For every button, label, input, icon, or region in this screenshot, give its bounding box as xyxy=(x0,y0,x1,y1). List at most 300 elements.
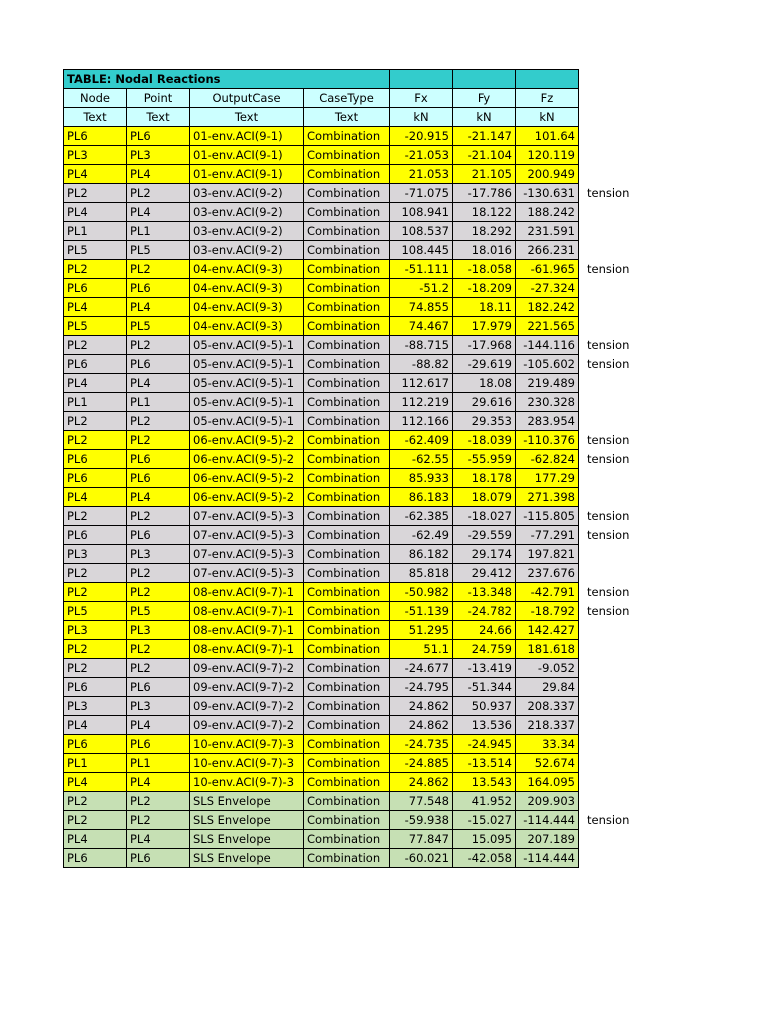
point-cell: PL4 xyxy=(127,298,190,317)
point-cell: PL5 xyxy=(127,241,190,260)
case-type-cell: Combination xyxy=(304,811,390,830)
fx-cell: 108.941 xyxy=(390,203,453,222)
output-case-cell: 07-env.ACI(9-5)-3 xyxy=(190,545,304,564)
fz-cell: -114.444 xyxy=(516,849,579,868)
fy-cell: 18.11 xyxy=(453,298,516,317)
node-cell: PL4 xyxy=(64,298,127,317)
column-header-row xyxy=(64,89,659,108)
output-case-cell: 01-env.ACI(9-1) xyxy=(190,127,304,146)
title-cell-fx xyxy=(390,70,453,89)
output-case-cell: 05-env.ACI(9-5)-1 xyxy=(190,336,304,355)
table-row xyxy=(64,602,659,621)
fx-cell: -24.735 xyxy=(390,735,453,754)
note-cell xyxy=(579,279,659,298)
fy-cell: -21.104 xyxy=(453,146,516,165)
fy-cell: 18.079 xyxy=(453,488,516,507)
fy-cell: 13.536 xyxy=(453,716,516,735)
fx-cell: 21.053 xyxy=(390,165,453,184)
note-cell xyxy=(579,469,659,488)
fy-cell: 24.66 xyxy=(453,621,516,640)
fz-cell: 200.949 xyxy=(516,165,579,184)
node-cell: PL2 xyxy=(64,336,127,355)
fy-cell: -51.344 xyxy=(453,678,516,697)
fz-cell: 33.34 xyxy=(516,735,579,754)
note-cell xyxy=(579,754,659,773)
case-type-cell: Combination xyxy=(304,469,390,488)
node-cell: PL1 xyxy=(64,222,127,241)
node-cell: PL6 xyxy=(64,678,127,697)
node-cell: PL2 xyxy=(64,811,127,830)
note-cell xyxy=(579,298,659,317)
table-row xyxy=(64,678,659,697)
fy-cell: -18.058 xyxy=(453,260,516,279)
point-cell: PL6 xyxy=(127,526,190,545)
fx-cell: 24.862 xyxy=(390,716,453,735)
output-case-cell: 06-env.ACI(9-5)-2 xyxy=(190,431,304,450)
case-type-cell: Combination xyxy=(304,564,390,583)
point-cell: PL4 xyxy=(127,716,190,735)
fz-cell: 219.489 xyxy=(516,374,579,393)
fx-cell: 112.617 xyxy=(390,374,453,393)
point-cell: PL1 xyxy=(127,754,190,773)
output-case-cell: 10-env.ACI(9-7)-3 xyxy=(190,754,304,773)
output-case-cell: 07-env.ACI(9-5)-3 xyxy=(190,507,304,526)
note-cell xyxy=(579,203,659,222)
output-case-cell: 01-env.ACI(9-1) xyxy=(190,146,304,165)
table-row xyxy=(64,165,659,184)
note-cell: tension xyxy=(579,336,659,355)
node-cell: PL2 xyxy=(64,659,127,678)
fy-cell: 29.353 xyxy=(453,412,516,431)
table-row xyxy=(64,393,659,412)
fx-cell: 24.862 xyxy=(390,697,453,716)
point-cell: PL6 xyxy=(127,127,190,146)
point-cell: PL2 xyxy=(127,792,190,811)
case-type-cell: Combination xyxy=(304,488,390,507)
node-cell: PL4 xyxy=(64,203,127,222)
fy-cell: 29.616 xyxy=(453,393,516,412)
case-type-cell: Combination xyxy=(304,127,390,146)
node-cell: PL4 xyxy=(64,165,127,184)
output-case-cell: SLS Envelope xyxy=(190,849,304,868)
table-row xyxy=(64,754,659,773)
column-header: Point xyxy=(127,89,190,108)
unit-cell: kN xyxy=(390,108,453,127)
fy-cell: -18.209 xyxy=(453,279,516,298)
point-cell: PL6 xyxy=(127,355,190,374)
node-cell: PL3 xyxy=(64,621,127,640)
fy-cell: -42.058 xyxy=(453,849,516,868)
fy-cell: -13.419 xyxy=(453,659,516,678)
case-type-cell: Combination xyxy=(304,754,390,773)
output-case-cell: 08-env.ACI(9-7)-1 xyxy=(190,583,304,602)
note-cell xyxy=(579,146,659,165)
fx-cell: 51.295 xyxy=(390,621,453,640)
point-cell: PL2 xyxy=(127,507,190,526)
point-cell: PL2 xyxy=(127,811,190,830)
output-case-cell: 08-env.ACI(9-7)-1 xyxy=(190,640,304,659)
fz-cell: -110.376 xyxy=(516,431,579,450)
fy-cell: 18.178 xyxy=(453,469,516,488)
fz-cell: 208.337 xyxy=(516,697,579,716)
note-cell: tension xyxy=(579,602,659,621)
fx-cell: 85.933 xyxy=(390,469,453,488)
point-cell: PL2 xyxy=(127,412,190,431)
case-type-cell: Combination xyxy=(304,203,390,222)
node-cell: PL6 xyxy=(64,450,127,469)
column-header: Fz xyxy=(516,89,579,108)
case-type-cell: Combination xyxy=(304,355,390,374)
case-type-cell: Combination xyxy=(304,165,390,184)
table-row xyxy=(64,374,659,393)
node-cell: PL5 xyxy=(64,602,127,621)
fy-cell: 21.105 xyxy=(453,165,516,184)
node-cell: PL2 xyxy=(64,564,127,583)
point-cell: PL4 xyxy=(127,488,190,507)
fy-cell: 18.292 xyxy=(453,222,516,241)
nodal-reactions-table xyxy=(63,69,659,868)
fz-cell: 120.119 xyxy=(516,146,579,165)
output-case-cell: 08-env.ACI(9-7)-1 xyxy=(190,602,304,621)
table-row xyxy=(64,336,659,355)
fz-cell: -42.791 xyxy=(516,583,579,602)
case-type-cell: Combination xyxy=(304,697,390,716)
table-row xyxy=(64,260,659,279)
fx-cell: 77.847 xyxy=(390,830,453,849)
column-header: Fx xyxy=(390,89,453,108)
note-cell xyxy=(579,621,659,640)
fz-cell: 271.398 xyxy=(516,488,579,507)
fx-cell: 86.182 xyxy=(390,545,453,564)
table-row xyxy=(64,146,659,165)
output-case-cell: SLS Envelope xyxy=(190,830,304,849)
note-cell: tension xyxy=(579,583,659,602)
table-row xyxy=(64,773,659,792)
node-cell: PL2 xyxy=(64,184,127,203)
case-type-cell: Combination xyxy=(304,507,390,526)
fy-cell: -17.968 xyxy=(453,336,516,355)
table-row xyxy=(64,469,659,488)
fz-cell: 283.954 xyxy=(516,412,579,431)
case-type-cell: Combination xyxy=(304,241,390,260)
unit-cell: Text xyxy=(190,108,304,127)
case-type-cell: Combination xyxy=(304,678,390,697)
point-cell: PL2 xyxy=(127,336,190,355)
output-case-cell: 04-env.ACI(9-3) xyxy=(190,279,304,298)
table-row xyxy=(64,203,659,222)
note-cell xyxy=(579,545,659,564)
fz-cell: 164.095 xyxy=(516,773,579,792)
case-type-cell: Combination xyxy=(304,412,390,431)
output-case-cell: 09-env.ACI(9-7)-2 xyxy=(190,678,304,697)
node-cell: PL5 xyxy=(64,317,127,336)
node-cell: PL5 xyxy=(64,241,127,260)
case-type-cell: Combination xyxy=(304,298,390,317)
note-cell xyxy=(579,849,659,868)
fx-cell: -59.938 xyxy=(390,811,453,830)
fx-cell: 108.445 xyxy=(390,241,453,260)
point-cell: PL2 xyxy=(127,659,190,678)
table-row xyxy=(64,792,659,811)
node-cell: PL4 xyxy=(64,488,127,507)
fx-cell: 74.855 xyxy=(390,298,453,317)
fy-cell: -55.959 xyxy=(453,450,516,469)
case-type-cell: Combination xyxy=(304,659,390,678)
point-cell: PL1 xyxy=(127,393,190,412)
fz-cell: 231.591 xyxy=(516,222,579,241)
node-cell: PL6 xyxy=(64,279,127,298)
case-type-cell: Combination xyxy=(304,431,390,450)
output-case-cell: 03-env.ACI(9-2) xyxy=(190,222,304,241)
table-row xyxy=(64,317,659,336)
point-cell: PL5 xyxy=(127,602,190,621)
output-case-cell: 10-env.ACI(9-7)-3 xyxy=(190,735,304,754)
note-cell xyxy=(579,127,659,146)
case-type-cell: Combination xyxy=(304,621,390,640)
output-case-cell: 03-env.ACI(9-2) xyxy=(190,184,304,203)
table-row xyxy=(64,659,659,678)
fy-cell: -29.559 xyxy=(453,526,516,545)
fx-cell: -24.885 xyxy=(390,754,453,773)
note-cell xyxy=(579,317,659,336)
output-case-cell: 05-env.ACI(9-5)-1 xyxy=(190,355,304,374)
output-case-cell: 07-env.ACI(9-5)-3 xyxy=(190,526,304,545)
output-case-cell: 04-env.ACI(9-3) xyxy=(190,317,304,336)
units-row xyxy=(64,108,659,127)
point-cell: PL2 xyxy=(127,564,190,583)
note-cell xyxy=(579,374,659,393)
fy-cell: -18.039 xyxy=(453,431,516,450)
fx-cell: -50.982 xyxy=(390,583,453,602)
node-cell: PL4 xyxy=(64,716,127,735)
case-type-cell: Combination xyxy=(304,716,390,735)
fx-cell: -51.2 xyxy=(390,279,453,298)
fz-cell: 181.618 xyxy=(516,640,579,659)
note-cell xyxy=(579,792,659,811)
table-row xyxy=(64,545,659,564)
case-type-cell: Combination xyxy=(304,849,390,868)
table-row xyxy=(64,507,659,526)
table-row xyxy=(64,735,659,754)
output-case-cell: 06-env.ACI(9-5)-2 xyxy=(190,488,304,507)
note-cell xyxy=(579,697,659,716)
point-cell: PL6 xyxy=(127,279,190,298)
table-row xyxy=(64,716,659,735)
output-case-cell: 03-env.ACI(9-2) xyxy=(190,203,304,222)
case-type-cell: Combination xyxy=(304,374,390,393)
node-cell: PL6 xyxy=(64,469,127,488)
case-type-cell: Combination xyxy=(304,222,390,241)
note-cell: tension xyxy=(579,450,659,469)
fx-cell: -62.55 xyxy=(390,450,453,469)
output-case-cell: 04-env.ACI(9-3) xyxy=(190,260,304,279)
table-row xyxy=(64,830,659,849)
fy-cell: 29.412 xyxy=(453,564,516,583)
node-cell: PL1 xyxy=(64,393,127,412)
output-case-cell: 06-env.ACI(9-5)-2 xyxy=(190,469,304,488)
fy-cell: -13.348 xyxy=(453,583,516,602)
node-cell: PL6 xyxy=(64,526,127,545)
fy-cell: -21.147 xyxy=(453,127,516,146)
table-row xyxy=(64,564,659,583)
point-cell: PL6 xyxy=(127,678,190,697)
note-cell xyxy=(579,659,659,678)
fy-cell: 50.937 xyxy=(453,697,516,716)
fy-cell: -13.514 xyxy=(453,754,516,773)
fy-cell: 29.174 xyxy=(453,545,516,564)
case-type-cell: Combination xyxy=(304,393,390,412)
fx-cell: -21.053 xyxy=(390,146,453,165)
table-row xyxy=(64,127,659,146)
fx-cell: -62.49 xyxy=(390,526,453,545)
node-cell: PL4 xyxy=(64,830,127,849)
table-row xyxy=(64,355,659,374)
note-cell xyxy=(579,716,659,735)
fz-cell: 188.242 xyxy=(516,203,579,222)
output-case-cell: 03-env.ACI(9-2) xyxy=(190,241,304,260)
case-type-cell: Combination xyxy=(304,583,390,602)
note-cell: tension xyxy=(579,811,659,830)
table-row xyxy=(64,697,659,716)
fy-cell: -24.782 xyxy=(453,602,516,621)
point-cell: PL4 xyxy=(127,203,190,222)
node-cell: PL6 xyxy=(64,735,127,754)
case-type-cell: Combination xyxy=(304,830,390,849)
fz-cell: 182.242 xyxy=(516,298,579,317)
node-cell: PL2 xyxy=(64,583,127,602)
point-cell: PL6 xyxy=(127,735,190,754)
note-cell xyxy=(579,640,659,659)
note-cell xyxy=(579,564,659,583)
case-type-cell: Combination xyxy=(304,773,390,792)
fx-cell: 86.183 xyxy=(390,488,453,507)
point-cell: PL6 xyxy=(127,469,190,488)
fz-cell: -130.631 xyxy=(516,184,579,203)
output-case-cell: 06-env.ACI(9-5)-2 xyxy=(190,450,304,469)
output-case-cell: 05-env.ACI(9-5)-1 xyxy=(190,374,304,393)
fz-cell: 230.328 xyxy=(516,393,579,412)
output-case-cell: 09-env.ACI(9-7)-2 xyxy=(190,659,304,678)
column-header: Fy xyxy=(453,89,516,108)
node-cell: PL2 xyxy=(64,412,127,431)
node-cell: PL1 xyxy=(64,754,127,773)
fz-cell: -61.965 xyxy=(516,260,579,279)
table-row xyxy=(64,583,659,602)
table-row xyxy=(64,298,659,317)
fz-cell: -18.792 xyxy=(516,602,579,621)
node-cell: PL2 xyxy=(64,507,127,526)
case-type-cell: Combination xyxy=(304,792,390,811)
fy-cell: 17.979 xyxy=(453,317,516,336)
point-cell: PL1 xyxy=(127,222,190,241)
output-case-cell: 01-env.ACI(9-1) xyxy=(190,165,304,184)
fx-cell: -62.409 xyxy=(390,431,453,450)
table-row xyxy=(64,279,659,298)
fy-cell: -15.027 xyxy=(453,811,516,830)
point-cell: PL4 xyxy=(127,374,190,393)
table-row xyxy=(64,526,659,545)
unit-cell: Text xyxy=(304,108,390,127)
fx-cell: -51.111 xyxy=(390,260,453,279)
point-cell: PL4 xyxy=(127,830,190,849)
case-type-cell: Combination xyxy=(304,184,390,203)
fx-cell: -71.075 xyxy=(390,184,453,203)
fy-cell: 13.543 xyxy=(453,773,516,792)
point-cell: PL3 xyxy=(127,621,190,640)
fx-cell: -88.82 xyxy=(390,355,453,374)
fz-cell: -114.444 xyxy=(516,811,579,830)
fz-cell: 207.189 xyxy=(516,830,579,849)
unit-cell: Text xyxy=(127,108,190,127)
case-type-cell: Combination xyxy=(304,526,390,545)
fx-cell: -88.715 xyxy=(390,336,453,355)
note-cell: tension xyxy=(579,184,659,203)
case-type-cell: Combination xyxy=(304,146,390,165)
title-cell-fy xyxy=(453,70,516,89)
note-cell xyxy=(579,412,659,431)
table-row xyxy=(64,184,659,203)
fz-cell: -77.291 xyxy=(516,526,579,545)
fz-cell: 209.903 xyxy=(516,792,579,811)
fz-cell: -27.324 xyxy=(516,279,579,298)
table-row xyxy=(64,488,659,507)
fy-cell: 15.095 xyxy=(453,830,516,849)
case-type-cell: Combination xyxy=(304,317,390,336)
point-cell: PL2 xyxy=(127,184,190,203)
fy-cell: -17.786 xyxy=(453,184,516,203)
fx-cell: -60.021 xyxy=(390,849,453,868)
output-case-cell: 04-env.ACI(9-3) xyxy=(190,298,304,317)
column-header: CaseType xyxy=(304,89,390,108)
node-cell: PL2 xyxy=(64,431,127,450)
unit-cell: kN xyxy=(516,108,579,127)
table-row xyxy=(64,640,659,659)
output-case-cell: SLS Envelope xyxy=(190,811,304,830)
fx-cell: -24.795 xyxy=(390,678,453,697)
note-cell xyxy=(579,165,659,184)
fz-cell: 101.64 xyxy=(516,127,579,146)
fx-cell: 77.548 xyxy=(390,792,453,811)
note-cell xyxy=(579,222,659,241)
table-row xyxy=(64,811,659,830)
point-cell: PL6 xyxy=(127,450,190,469)
note-cell xyxy=(579,241,659,260)
fx-cell: 24.862 xyxy=(390,773,453,792)
table-row xyxy=(64,241,659,260)
table-row xyxy=(64,412,659,431)
point-cell: PL3 xyxy=(127,146,190,165)
fz-cell: 52.674 xyxy=(516,754,579,773)
note-cell xyxy=(579,735,659,754)
node-cell: PL4 xyxy=(64,773,127,792)
table-row xyxy=(64,450,659,469)
fz-cell: -62.824 xyxy=(516,450,579,469)
fz-cell: 29.84 xyxy=(516,678,579,697)
case-type-cell: Combination xyxy=(304,260,390,279)
note-cell xyxy=(579,393,659,412)
output-case-cell: SLS Envelope xyxy=(190,792,304,811)
case-type-cell: Combination xyxy=(304,735,390,754)
fx-cell: 51.1 xyxy=(390,640,453,659)
node-cell: PL3 xyxy=(64,146,127,165)
point-cell: PL4 xyxy=(127,773,190,792)
table-row xyxy=(64,849,659,868)
point-cell: PL5 xyxy=(127,317,190,336)
fz-cell: -105.602 xyxy=(516,355,579,374)
output-case-cell: 09-env.ACI(9-7)-2 xyxy=(190,697,304,716)
note-cell: tension xyxy=(579,507,659,526)
point-cell: PL2 xyxy=(127,431,190,450)
